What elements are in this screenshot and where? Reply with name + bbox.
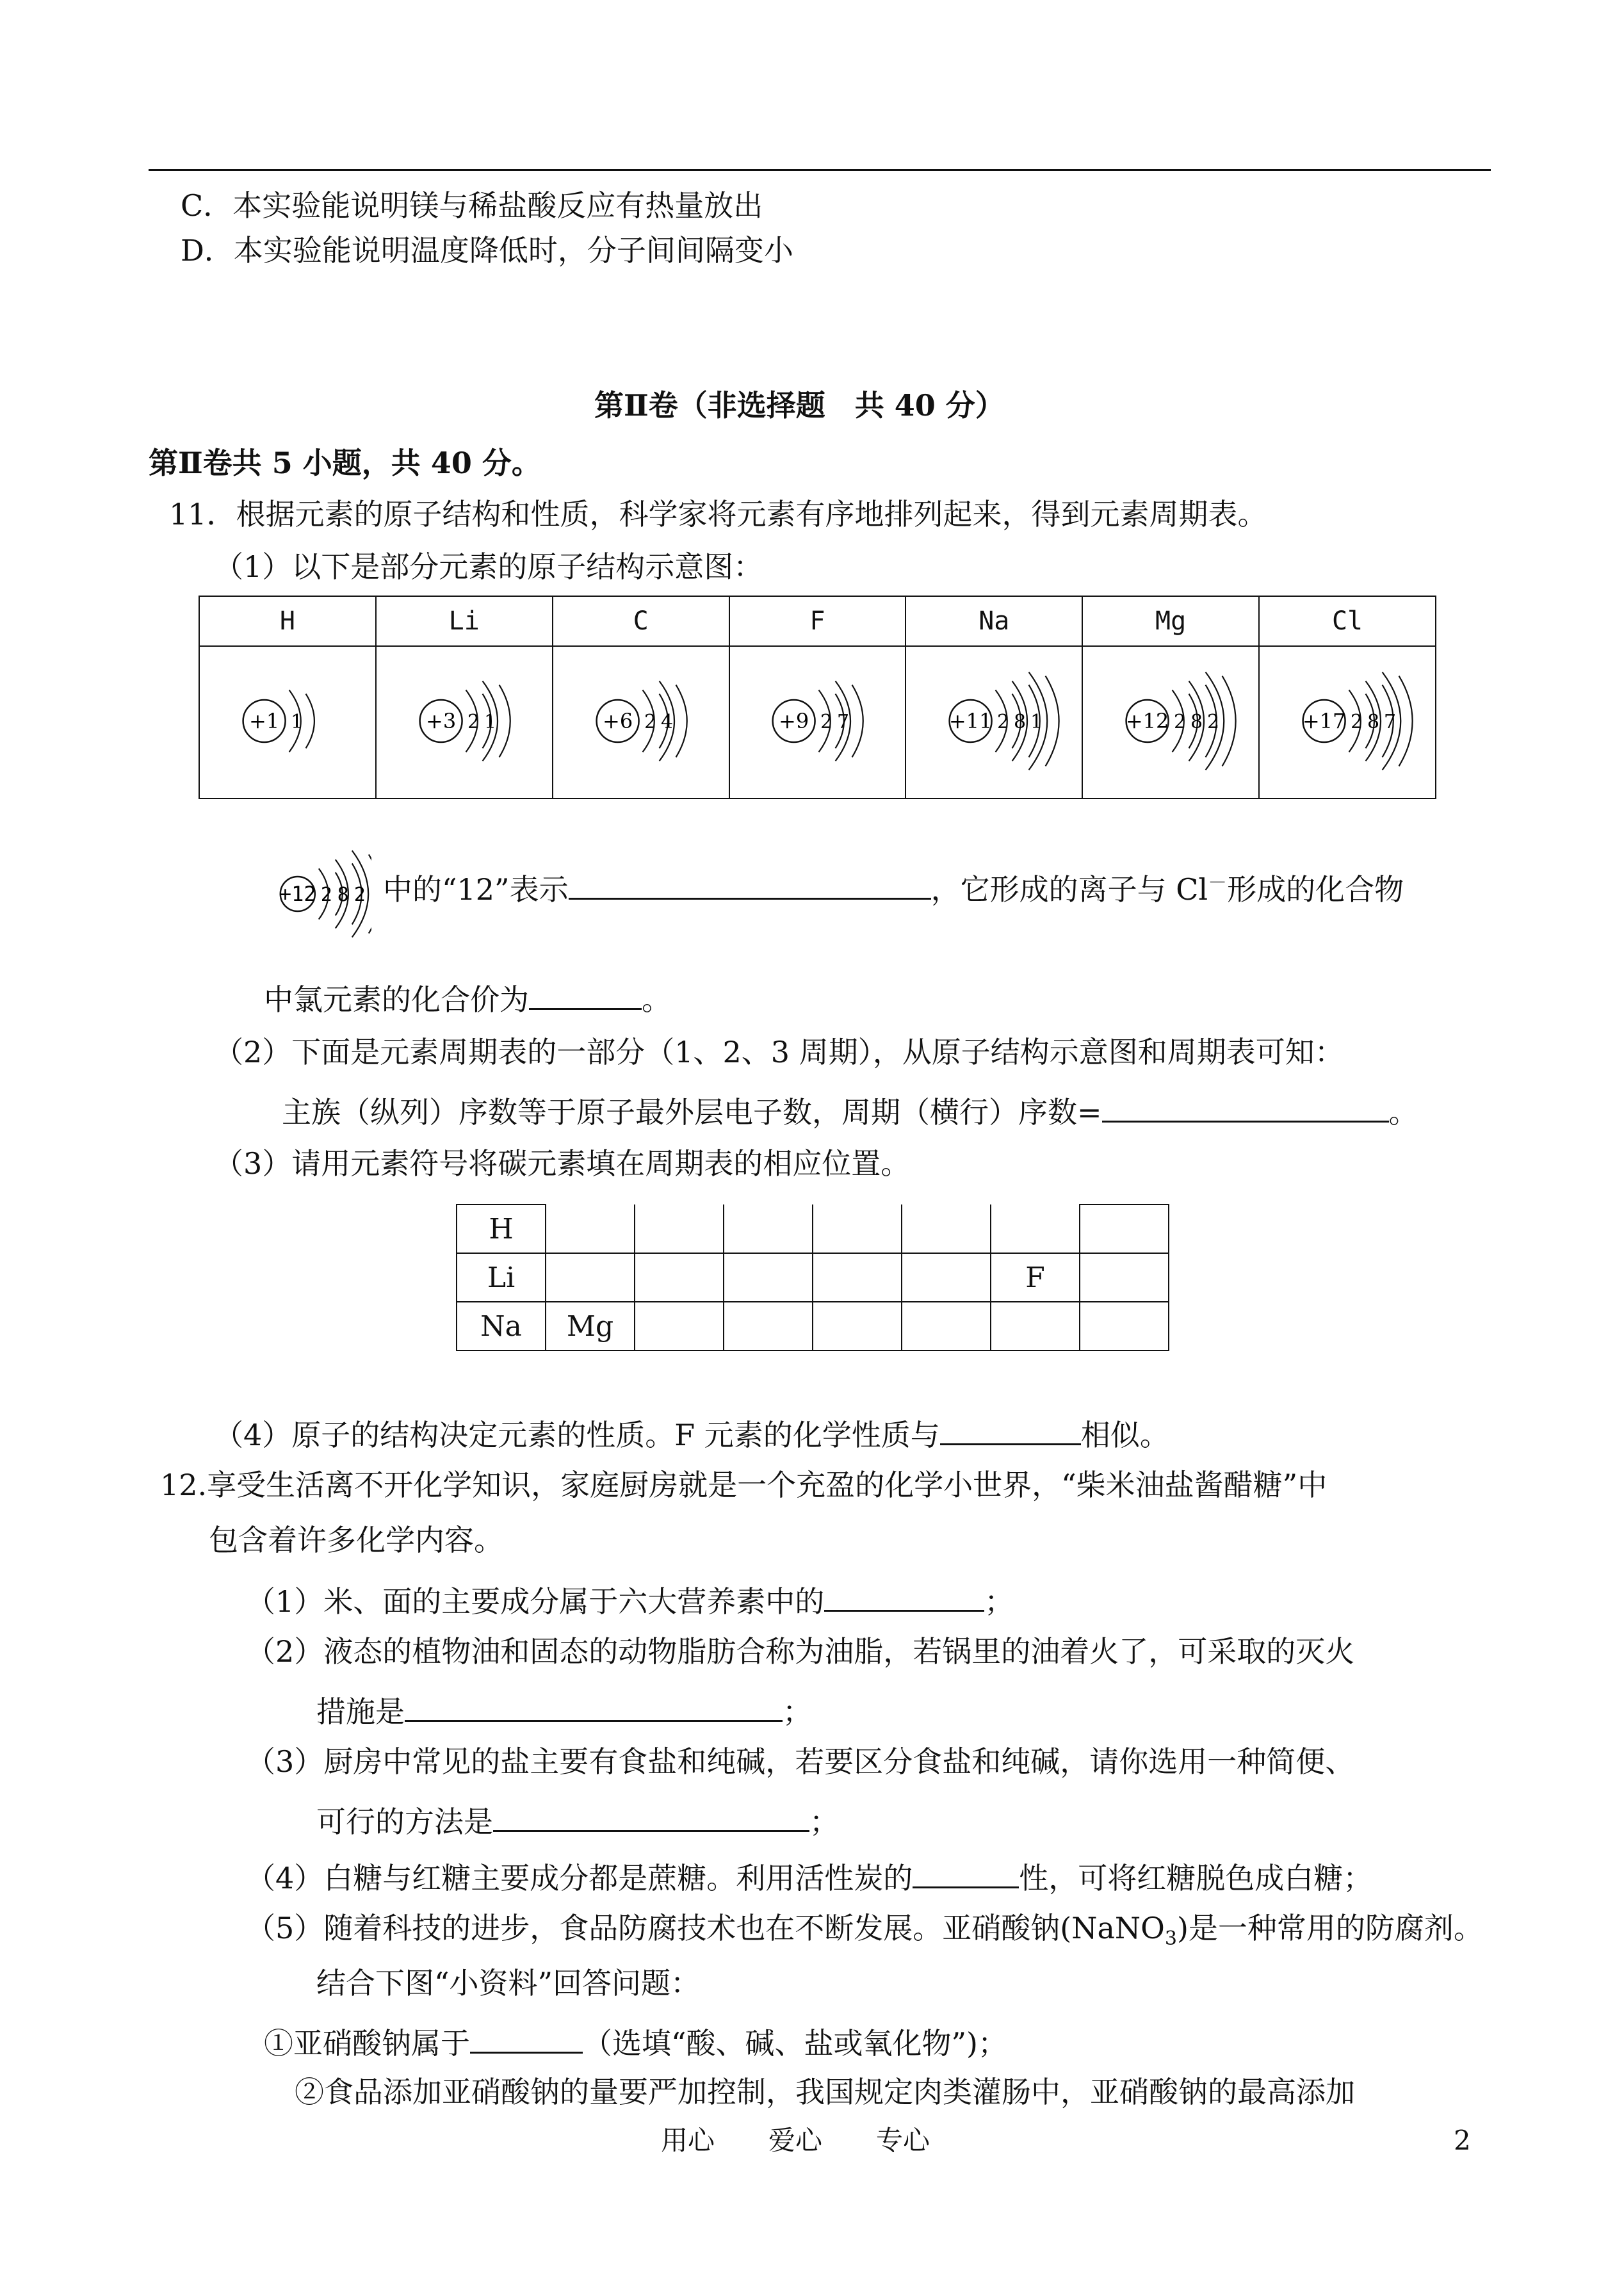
q11-p1-question-line2 [264,980,671,1017]
q11-p1-text-b: ，它形成的离子与 Cl [930,872,1208,907]
element-symbol-c: C [553,596,729,646]
q12-p3-text-b: 可行的方法是 [316,1804,493,1839]
answer-blank-period[interactable] [1102,1092,1389,1123]
element-symbol-cl: Cl [1259,596,1436,646]
shell-electron-count: 1 [483,711,496,733]
q12-part3: （3）厨房中常见的盐主要有食盐和纯碱，若要区分食盐和纯碱，请你选用一种简便、 [246,1744,1355,1779]
q12-part2: （2）液态的植物油和固态的动物脂肪合称为油脂，若锅里的油着火了，可采取的灭火 [246,1634,1355,1669]
answer-blank-classification[interactable] [470,2023,583,2054]
q12-part4 [246,1858,1372,1893]
pt-cell-row3-2[interactable]: Mg [546,1302,635,1350]
shell-electron-count: 7 [837,711,850,733]
shell-electron-count: 8 [1014,711,1027,733]
q11-part1: （1）以下是部分元素的原子结构示意图： [214,549,763,584]
atom-diagram-li [376,646,553,799]
q12-p2-text-b: 措施是 [316,1694,405,1729]
electron-shell-arc [306,694,314,749]
q12-stem-2: 包含着许多化学内容。 [209,1523,503,1557]
atom-diagram-mg [1082,646,1259,799]
q12-sub2: ②食品添加亚硝酸钠的量要严加控制，我国规定肉类灌肠中，亚硝酸钠的最高添加 [295,2075,1355,2109]
shell-electron-count: 2 [1174,711,1187,733]
q12-p4-text-a: （4）白糖与红糖主要成分都是蔗糖。利用活性炭的 [246,1861,913,1895]
nucleus-charge: +9 [779,709,809,733]
q11-part2: （2）下面是元素周期表的一部分（1、2、3 周期），从原子结构示意图和周期表可知： [214,1035,1344,1069]
pt-cell-row3-4[interactable] [724,1302,813,1350]
answer-blank-chlorine-valence[interactable] [529,980,642,1010]
nucleus-charge: +12 [279,882,316,906]
q11-p1-text-e: 。 [642,982,671,1017]
answer-blank-f-similar[interactable] [940,1415,1081,1445]
answer-blank-12-meaning[interactable] [569,870,931,900]
atom-structure-svg [381,651,548,791]
nucleus-charge: +1 [248,709,280,733]
shell-electron-count: 8 [1367,711,1380,733]
pt-cell-row2-8[interactable] [1080,1253,1169,1302]
electron-shell-arc [369,854,371,933]
atom-structure-svg [911,651,1077,791]
q12-p1-text-b: ； [984,1584,1014,1619]
pt-cell-row3-6[interactable] [902,1302,991,1350]
shell-electron-count: 2 [997,711,1010,733]
shell-electron-count: 1 [1030,711,1043,733]
answer-blank-distinguish[interactable] [493,1802,809,1832]
element-symbol-h: H [199,596,376,646]
q12-p1-text-a: （1）米、面的主要成分属于六大营养素中的 [246,1584,825,1619]
nucleus-charge: +3 [425,709,456,733]
pt-cell-row2-3[interactable] [635,1253,724,1302]
shell-electron-count: 2 [353,884,366,906]
q12-p5-text-b: )是一种常用的防腐剂。 [1176,1911,1483,1945]
nucleus-charge: +17 [1302,709,1346,733]
pt-cell-row3-1[interactable]: Na [457,1302,546,1350]
atom-diagram-h [199,646,376,799]
atom-structure-svg [1264,651,1431,791]
header-rule [149,169,1491,171]
pt-cell-group8-period1[interactable] [1080,1204,1169,1253]
option-d: D．本实验能说明温度降低时，分子间间隔变小 [181,233,793,268]
q12-s1-text-b: （选填“酸、碱、盐或氧化物”)； [583,2026,1007,2061]
electron-shell-arc [499,685,510,758]
q12-part5-line2: 结合下图“小资料”回答问题： [316,1966,701,2000]
pt-cell-row3-7[interactable] [991,1302,1080,1350]
q11-p2-text: 主族（纵列）序数等于原子最外层电子数，周期（横行）序数= [282,1095,1102,1130]
element-symbol-f: F [729,596,906,646]
q11-p1-question-line [383,870,1404,907]
atom-diagram-f [729,646,906,799]
pt-cell-row2-5[interactable] [813,1253,902,1302]
shell-electron-count: 4 [660,711,673,733]
q12-part1 [246,1582,1014,1619]
pt-cell-h[interactable]: H [457,1204,546,1253]
shell-electron-count: 8 [1190,711,1203,733]
pt-cell-row3-5[interactable] [813,1302,902,1350]
shell-electron-count: 2 [820,711,833,733]
pt-cell-row2-6[interactable] [902,1253,991,1302]
pt-cell-row3-3[interactable] [635,1302,724,1350]
page-number: 2 [1454,2125,1471,2156]
mg-inline-diagram [256,836,371,952]
q12-p4-text-b: 性，可将红糖脱色成白糖； [1019,1861,1373,1895]
pt-cell-row2-1[interactable]: Li [457,1253,546,1302]
q12-part2-line [316,1692,812,1729]
q11-p1-text-d: 中氯元素的化合价为 [264,982,529,1017]
atom-diagram-cl [1259,646,1436,799]
answer-blank-nutrient[interactable] [824,1582,984,1612]
atom-diagram-na [905,646,1082,799]
q12-part3-line [316,1802,839,1837]
formula-subscript: 3 [1164,1927,1177,1950]
answer-blank-adsorption[interactable] [913,1858,1019,1888]
element-symbol-li: Li [376,596,553,646]
q12-p5-text-a: （5）随着科技的进步，食品防腐技术也在不断发展。亚硝酸钠(NaNO [246,1911,1165,1945]
q12-s1-text-a: ①亚硝酸钠属于 [264,2026,470,2061]
q11-part4 [214,1415,1169,1450]
q12-p2-text-c: ； [783,1694,812,1729]
shell-electron-count: 2 [1207,711,1220,733]
atom-structure-svg [1087,651,1254,791]
electron-shell-arc [676,685,686,758]
q11-p4-text-a: （4）原子的结构决定元素的性质。F 元素的化学性质与 [214,1418,940,1452]
q11-part3: （3）请用元素符号将碳元素填在周期表的相应位置。 [214,1146,911,1181]
shell-electron-count: 2 [320,884,332,906]
pt-cell-row2-7[interactable]: F [991,1253,1080,1302]
nucleus-charge: +6 [602,709,633,733]
q12-part5 [246,1913,1483,1949]
q12-sub1 [264,2023,1007,2061]
q12-p3-text-c: ； [809,1804,839,1839]
q12-stem-1: 12.享受生活离不开化学知识，家庭厨房就是一个充盈的化学小世界，“柴米油盐酱醋糖”中 [160,1468,1328,1502]
pt-cell-row2-2[interactable] [546,1253,635,1302]
q11-p2-end: 。 [1388,1095,1418,1130]
element-symbol-mg: Mg [1082,596,1259,646]
atom-structure-svg [558,651,724,791]
atom-structure-table [199,596,1436,799]
nucleus-charge: +11 [949,709,993,733]
pt-cell-row3-8[interactable] [1080,1302,1169,1350]
footer-slogan: 用心 爱心 专心 [661,2125,930,2156]
section-subtitle: 第Ⅱ卷共 5 小题，共 40 分。 [149,446,541,480]
shell-electron-count: 2 [644,711,656,733]
shell-electron-count: 2 [1351,711,1363,733]
q11-p1-text-a: 中的“12”表示 [383,872,569,907]
atom-structure-svg [734,651,900,791]
atom-structure-svg [204,651,371,791]
pt-cell-row2-4[interactable] [724,1253,813,1302]
q11-part2-line [282,1092,1418,1130]
element-symbol-na: Na [905,596,1082,646]
electron-shell-arc [852,685,863,758]
shell-electron-count: 7 [1384,711,1397,733]
shell-electron-count: 8 [337,884,349,906]
periodic-table-fragment [456,1204,1169,1351]
option-c: C．本实验能说明镁与稀盐酸反应有热量放出 [181,188,763,223]
shell-electron-count: 2 [467,711,480,733]
q11-p4-text-b: 相似。 [1080,1418,1169,1452]
chloride-charge: － [1208,872,1228,895]
shell-electron-count: 1 [290,711,304,733]
q11-stem: 11．根据元素的原子结构和性质，科学家将元素有序地排列起来，得到元素周期表。 [169,497,1267,531]
atom-diagram-c [553,646,729,799]
answer-blank-extinguish[interactable] [405,1692,783,1722]
nucleus-charge: +12 [1125,709,1169,733]
q11-p1-text-c: 形成的化合物 [1227,872,1404,907]
section-title: 第Ⅱ卷（非选择题 共 40 分） [594,388,1005,423]
